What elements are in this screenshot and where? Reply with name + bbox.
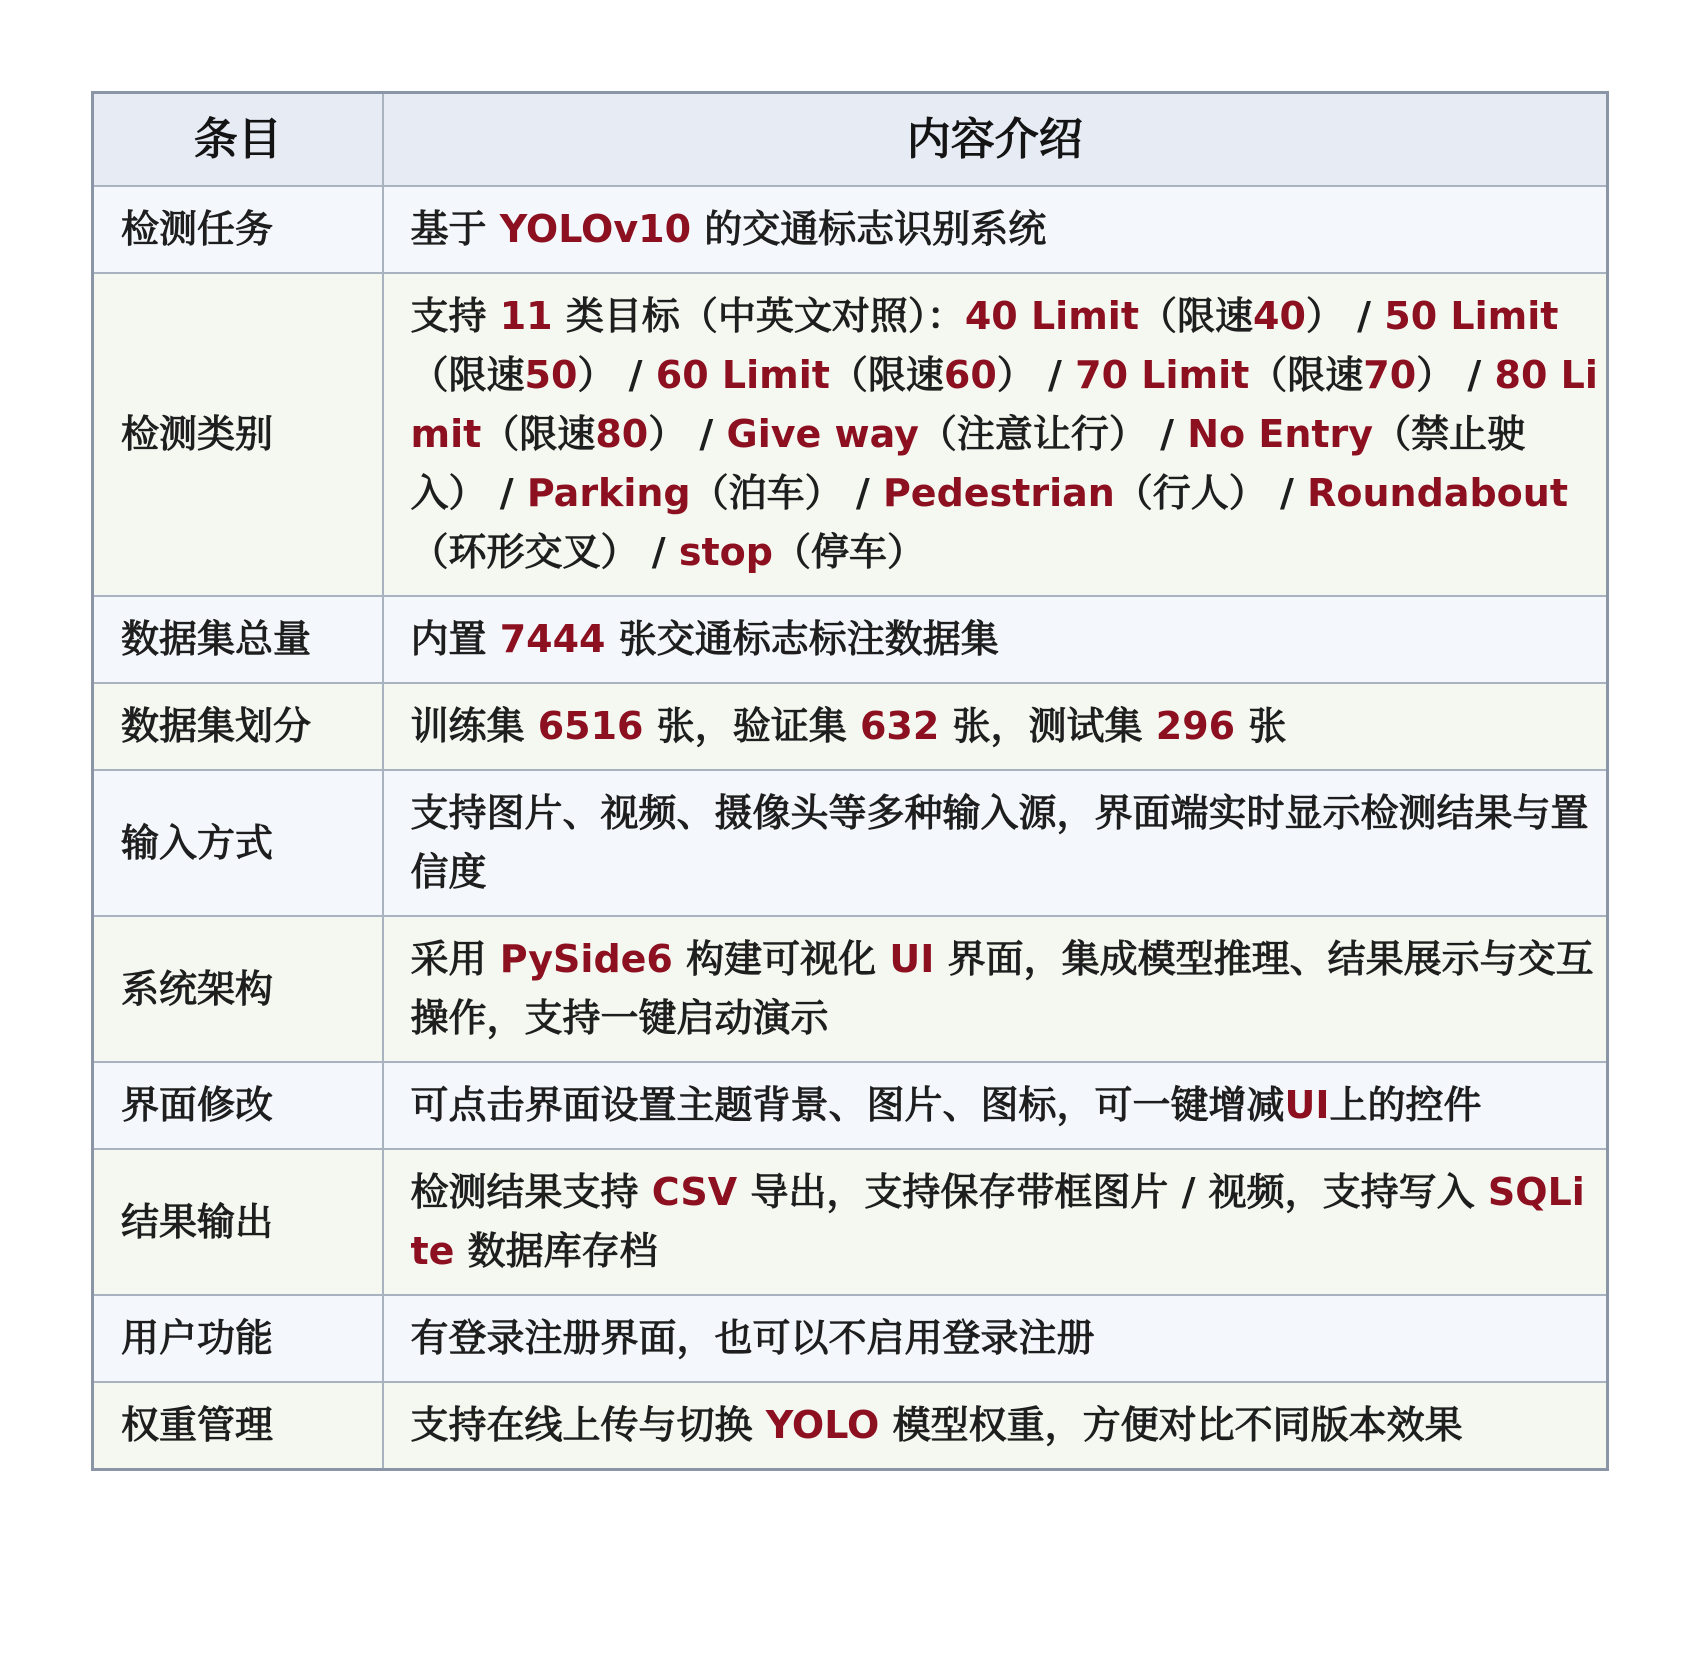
content-text: （行人） /: [1114, 471, 1308, 515]
row-label: 用户功能: [93, 1295, 383, 1382]
content-text: （环形交叉） /: [410, 530, 679, 574]
content-text: ） /: [648, 412, 727, 456]
content-text: 检测结果支持: [410, 1170, 652, 1214]
header-row: [93, 93, 1608, 187]
highlight-term: 70 Limit: [1075, 353, 1250, 397]
table-row: [93, 186, 1608, 273]
highlight-term: UI: [1284, 1083, 1330, 1127]
table-row: [93, 770, 1608, 916]
table-row: [93, 1149, 1608, 1295]
content-text: 数据库存档: [454, 1229, 658, 1273]
table-row: [93, 596, 1608, 683]
highlight-term: 11: [499, 294, 553, 338]
row-label: 结果输出: [93, 1149, 383, 1295]
content-text: （禁止驶入） /: [410, 412, 1526, 515]
row-content: [383, 273, 1608, 596]
content-text: 上的控件: [1329, 1083, 1482, 1127]
table-row: [93, 916, 1608, 1062]
table-row: [93, 1382, 1608, 1470]
row-content: [383, 596, 1608, 683]
content-text: 可点击界面设置主题背景、图片、图标，可一键增减: [410, 1083, 1285, 1127]
content-text: 构建可视化: [672, 937, 890, 981]
highlight-term: 80: [595, 412, 649, 456]
highlight-term: stop: [678, 530, 773, 574]
row-content: [383, 770, 1608, 916]
content-text: 基于: [410, 207, 500, 251]
content-text: 张，验证集: [643, 704, 860, 748]
content-text: （注意让行） /: [918, 412, 1188, 456]
highlight-term: 60: [943, 353, 997, 397]
highlight-term: 80 Limit: [410, 353, 1598, 456]
highlight-term: SQLite: [410, 1170, 1585, 1273]
content-text: 训练集: [410, 704, 538, 748]
row-label: 输入方式: [93, 770, 383, 916]
highlight-term: 50 Limit: [1384, 294, 1559, 338]
highlight-term: YOLO: [765, 1403, 880, 1447]
row-label: 检测任务: [93, 186, 383, 273]
spec-table: [91, 91, 1609, 1471]
content-text: ） /: [577, 353, 656, 397]
content-text: 模型权重，方便对比不同版本效果: [879, 1403, 1463, 1447]
content-text: （停车）: [772, 530, 925, 574]
row-content: [383, 1382, 1608, 1470]
content-text: 界面，集成模型推理、结果展示与交互操作，支持一键启动演示: [410, 937, 1594, 1040]
content-text: 类目标（中英文对照）：: [552, 294, 965, 338]
row-label: 数据集总量: [93, 596, 383, 683]
content-text: 支持在线上传与切换: [410, 1403, 766, 1447]
content-text: 的交通标志识别系统: [691, 207, 1047, 251]
content-text: 有登录注册界面，也可以不启用登录注册: [410, 1316, 1095, 1360]
highlight-term: No Entry: [1187, 412, 1374, 456]
header-item: 条目: [93, 93, 383, 187]
table-header: [93, 93, 1608, 187]
content-text: 张: [1235, 704, 1287, 748]
highlight-term: PySide6: [499, 937, 673, 981]
content-text: （限速: [1139, 294, 1254, 338]
highlight-term: CSV: [651, 1170, 738, 1214]
highlight-term: 40 Limit: [964, 294, 1139, 338]
content-text: 内置: [410, 617, 500, 661]
row-label: 检测类别: [93, 273, 383, 596]
highlight-term: 6516: [537, 704, 644, 748]
content-text: 张，测试集: [939, 704, 1156, 748]
row-content: [383, 186, 1608, 273]
row-content: [383, 916, 1608, 1062]
content-text: 采用: [410, 937, 500, 981]
highlight-term: 60 Limit: [655, 353, 830, 397]
row-content: [383, 1295, 1608, 1382]
content-text: 支持图片、视频、摄像头等多种输入源，界面端实时显示检测结果与置信度: [410, 791, 1589, 894]
content-text: 支持: [410, 294, 500, 338]
highlight-term: 296: [1155, 704, 1236, 748]
content-text: （限速: [829, 353, 944, 397]
content-text: ） /: [1416, 353, 1495, 397]
highlight-term: 40: [1253, 294, 1306, 338]
highlight-term: 7444: [499, 617, 606, 661]
spec-table-container: [91, 91, 1606, 1471]
content-text: （限速: [1249, 353, 1364, 397]
highlight-term: 632: [859, 704, 940, 748]
row-label: 界面修改: [93, 1062, 383, 1149]
highlight-term: Give way: [726, 412, 919, 456]
highlight-term: Roundabout: [1307, 471, 1568, 515]
content-text: （限速: [410, 353, 525, 397]
highlight-term: UI: [889, 937, 935, 981]
content-text: （限速: [481, 412, 596, 456]
content-text: ） /: [996, 353, 1076, 397]
table-row: [93, 273, 1608, 596]
table-row: [93, 683, 1608, 770]
highlight-term: 50: [524, 353, 578, 397]
row-content: [383, 1062, 1608, 1149]
highlight-term: 70: [1363, 353, 1417, 397]
content-text: ） /: [1305, 294, 1385, 338]
highlight-term: Parking: [526, 471, 691, 515]
row-label: 权重管理: [93, 1382, 383, 1470]
highlight-term: Pedestrian: [882, 471, 1115, 515]
row-label: 系统架构: [93, 916, 383, 1062]
table-body: [93, 186, 1608, 1470]
row-content: [383, 1149, 1608, 1295]
row-content: [383, 683, 1608, 770]
highlight-term: YOLOv10: [499, 207, 692, 251]
table-row: [93, 1062, 1608, 1149]
row-label: 数据集划分: [93, 683, 383, 770]
header-content: 内容介绍: [383, 93, 1608, 187]
content-text: 导出，支持保存带框图片 / 视频，支持写入: [737, 1170, 1488, 1214]
table-row: [93, 1295, 1608, 1382]
content-text: 张交通标志标注数据集: [605, 617, 999, 661]
content-text: （泊车） /: [690, 471, 883, 515]
